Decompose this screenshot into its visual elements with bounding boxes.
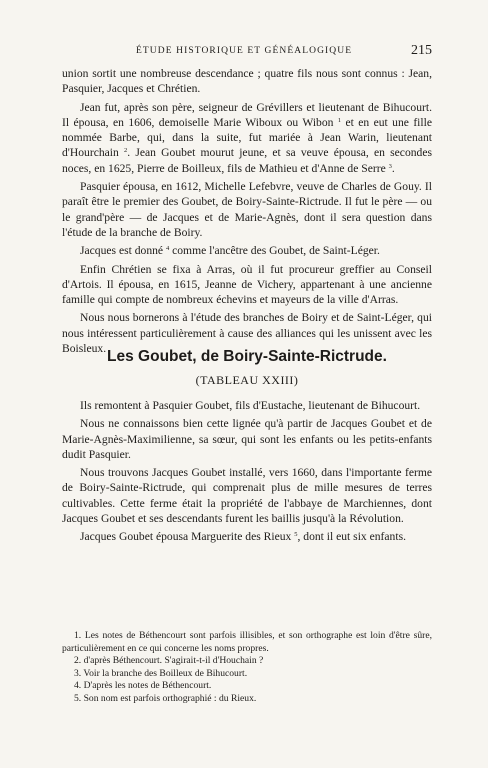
paragraph: Enfin Chrétien se fixa à Arras, où il fut procureur greffier au Conseil d'Artois. Il épousa, en 1615, Jeanne de Vichery, appartenant à une ancienne famille qui compte de nombreux échevins et mayeurs de la ville d'Arras. [62, 262, 432, 307]
running-title: ÉTUDE HISTORIQUE ET GÉNÉALOGIQUE [136, 46, 353, 56]
footnote: 5. Son nom est parfois orthographié : du Rieux. [74, 692, 257, 704]
paragraph [62, 100, 432, 176]
footnote-ref: 2 [124, 147, 128, 155]
text-run: , dont il eut six enfants. [297, 530, 406, 544]
paragraph: Nous ne connaissons bien cette lignée qu'à partir de Jacques Goubet et de Marie-Agnès-Maximilienne, sa sœur, qui sont les enfants ou les petits-enfants dudit Pasquier. [62, 417, 432, 461]
paragraph: Nous nous bornerons à l'étude des branches de Boiry et de Saint-Léger, qui nous intéressent particulièrement à cause des alliances qui les unissent avec les Boisleux. [62, 311, 432, 356]
section-subtitle: (TABLEAU XXIII) [195, 373, 299, 387]
paragraph: Pasquier épousa, en 1612, Michelle Lefebvre, veuve de Charles de Gouy. Il paraît être le premier des Goubet, de Boiry-Sainte-Rictrude. Il fut le père — ou le grand'père — de Jacques et de Marie-Agnès, dont il sera question dans l'étude de la branche de Boiry. [62, 180, 432, 239]
footnote-ref: 4 [165, 245, 170, 253]
footnote: 2. d'après Béthencourt. S'agirait-t-il d'Houchain ? [74, 655, 264, 667]
section-title: Les Goubet, de Boiry-Sainte-Rictrude. [107, 348, 387, 365]
text-run: Jacques est donné [80, 244, 166, 258]
footnote: 4. D'après les notes de Béthencourt. [74, 680, 212, 692]
text-run: Jean fut, après son père, seigneur de Grévillers et lieutenant de Bihucourt. Il épousa, en 1606, demoiselle Marie Wiboux ou Wibon [62, 100, 432, 129]
section-text [62, 398, 432, 548]
text-run: comme l'ancêtre des Goubet, de Saint-Léger. [169, 244, 380, 258]
text-run: . Jean Goubet mourut jeune, et sa veuve épousa, en secondes noces, en 1625, Pierre de Boilleux, fils de Mathieu et d'Anne de Serre [62, 146, 432, 175]
page-header [62, 43, 432, 62]
paragraph [62, 529, 432, 544]
footnote: 3. Voir la branche des Boilleux de Bihucourt. [74, 667, 248, 679]
paragraph: Nous trouvons Jacques Goubet installé, vers 1660, dans l'importante ferme de Boiry-Sainte-Rictrude, qui comprenait plus de mille mesures de terres cultivables. Cette ferme était la propriété de l'abbaye de Marchiennes, dont Jacques Goubet et ses descendants furent les baillis jusqu'à la Révolution. [62, 466, 432, 526]
text-run: Jacques Goubet épousa Marguerite des Rieux [80, 530, 295, 544]
text-run: et en eut une fille nommée Barbe, qui, dans la suite, fut mariée à Jean Warin, lieutenant d'Hourchain [62, 115, 432, 160]
text-run: . [391, 161, 395, 175]
footnote: 1. Les notes de Béthencourt sont parfois illisibles, et son orthographe est loin d'être sûre, particulièrement en ce qui concerne les noms propres. [62, 630, 432, 654]
paragraph: Ils remontent à Pasquier Goubet, fils d'Eustache, lieutenant de Bihucourt. [80, 399, 421, 412]
footnote-ref: 5 [294, 531, 298, 539]
page-number: 215 [411, 43, 432, 58]
footnote-ref: 1 [337, 116, 342, 124]
paragraph: union sortit une nombreuse descendance ; quatre fils nous sont connus : Jean, Pasquier, Jacques et Chrétien. [62, 67, 432, 96]
paragraph [62, 243, 432, 258]
footnotes [62, 630, 432, 706]
footnote-ref: 3 [388, 162, 392, 170]
main-text [62, 66, 432, 359]
